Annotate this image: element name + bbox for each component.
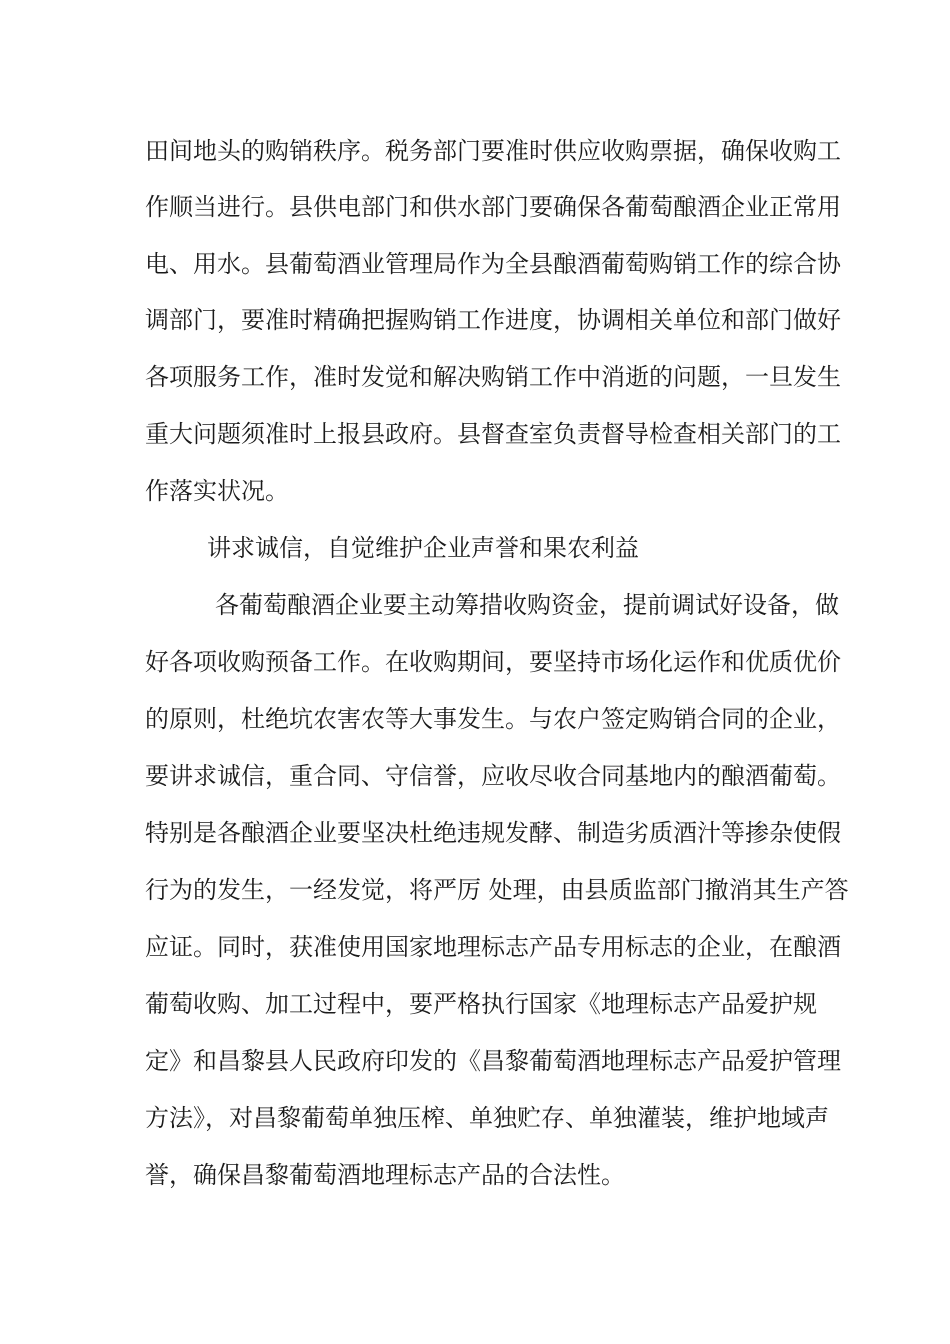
paragraph-line: 行为的发生，一经发觉，将严厉 处理，由县质监部门撤消其生产答: [145, 876, 849, 904]
section-heading: 讲求诚信，自觉维护企业声誉和果农利益: [207, 534, 639, 562]
paragraph-line: 的原则，杜绝坑农害农等大事发生。与农户签定购销合同的企业，: [145, 705, 841, 733]
paragraph-line: 定》和昌黎县人民政府印发的《昌黎葡萄酒地理标志产品爱护管理: [145, 1047, 841, 1075]
paragraph-line: 作落实状况。: [145, 477, 289, 505]
paragraph-line: 调部门，要准时精确把握购销工作进度，协调相关单位和部门做好: [145, 306, 841, 334]
paragraph-line: 各项服务工作，准时发觉和解决购销工作中消逝的问题，一旦发生: [145, 363, 841, 391]
paragraph-line: 应证。同时，获准使用国家地理标志产品专用标志的企业，在酿酒: [145, 933, 841, 961]
paragraph-line: 誉，确保昌黎葡萄酒地理标志产品的合法性。: [145, 1161, 625, 1189]
paragraph-line: 电、用水。县葡萄酒业管理局作为全县酿酒葡萄购销工作的综合协: [145, 250, 841, 278]
paragraph-line: 田间地头的购销秩序。税务部门要准时供应收购票据，确保收购工: [145, 137, 841, 165]
paragraph-line: 特别是各酿酒企业要坚决杜绝违规发酵、制造劣质酒汁等掺杂使假: [145, 819, 841, 847]
paragraph-line: 好各项收购预备工作。在收购期间，要坚持市场化运作和优质优价: [145, 648, 841, 676]
paragraph-line: 作顺当进行。县供电部门和供水部门要确保各葡萄酿酒企业正常用: [145, 193, 841, 221]
paragraph-line: 各葡萄酿酒企业要主动筹措收购资金，提前调试好设备，做: [215, 591, 839, 619]
paragraph-line: 要讲求诚信，重合同、守信誉，应收尽收合同基地内的酿酒葡萄。: [145, 762, 841, 790]
paragraph-line: 方法》，对昌黎葡萄单独压榨、单独贮存、单独灌装，维护地域声: [145, 1104, 829, 1132]
paragraph-line: 葡萄收购、加工过程中，要严格执行国家《地理标志产品爱护规: [145, 990, 817, 1018]
paragraph-line: 重大问题须准时上报县政府。县督查室负责督导检查相关部门的工: [145, 420, 841, 448]
